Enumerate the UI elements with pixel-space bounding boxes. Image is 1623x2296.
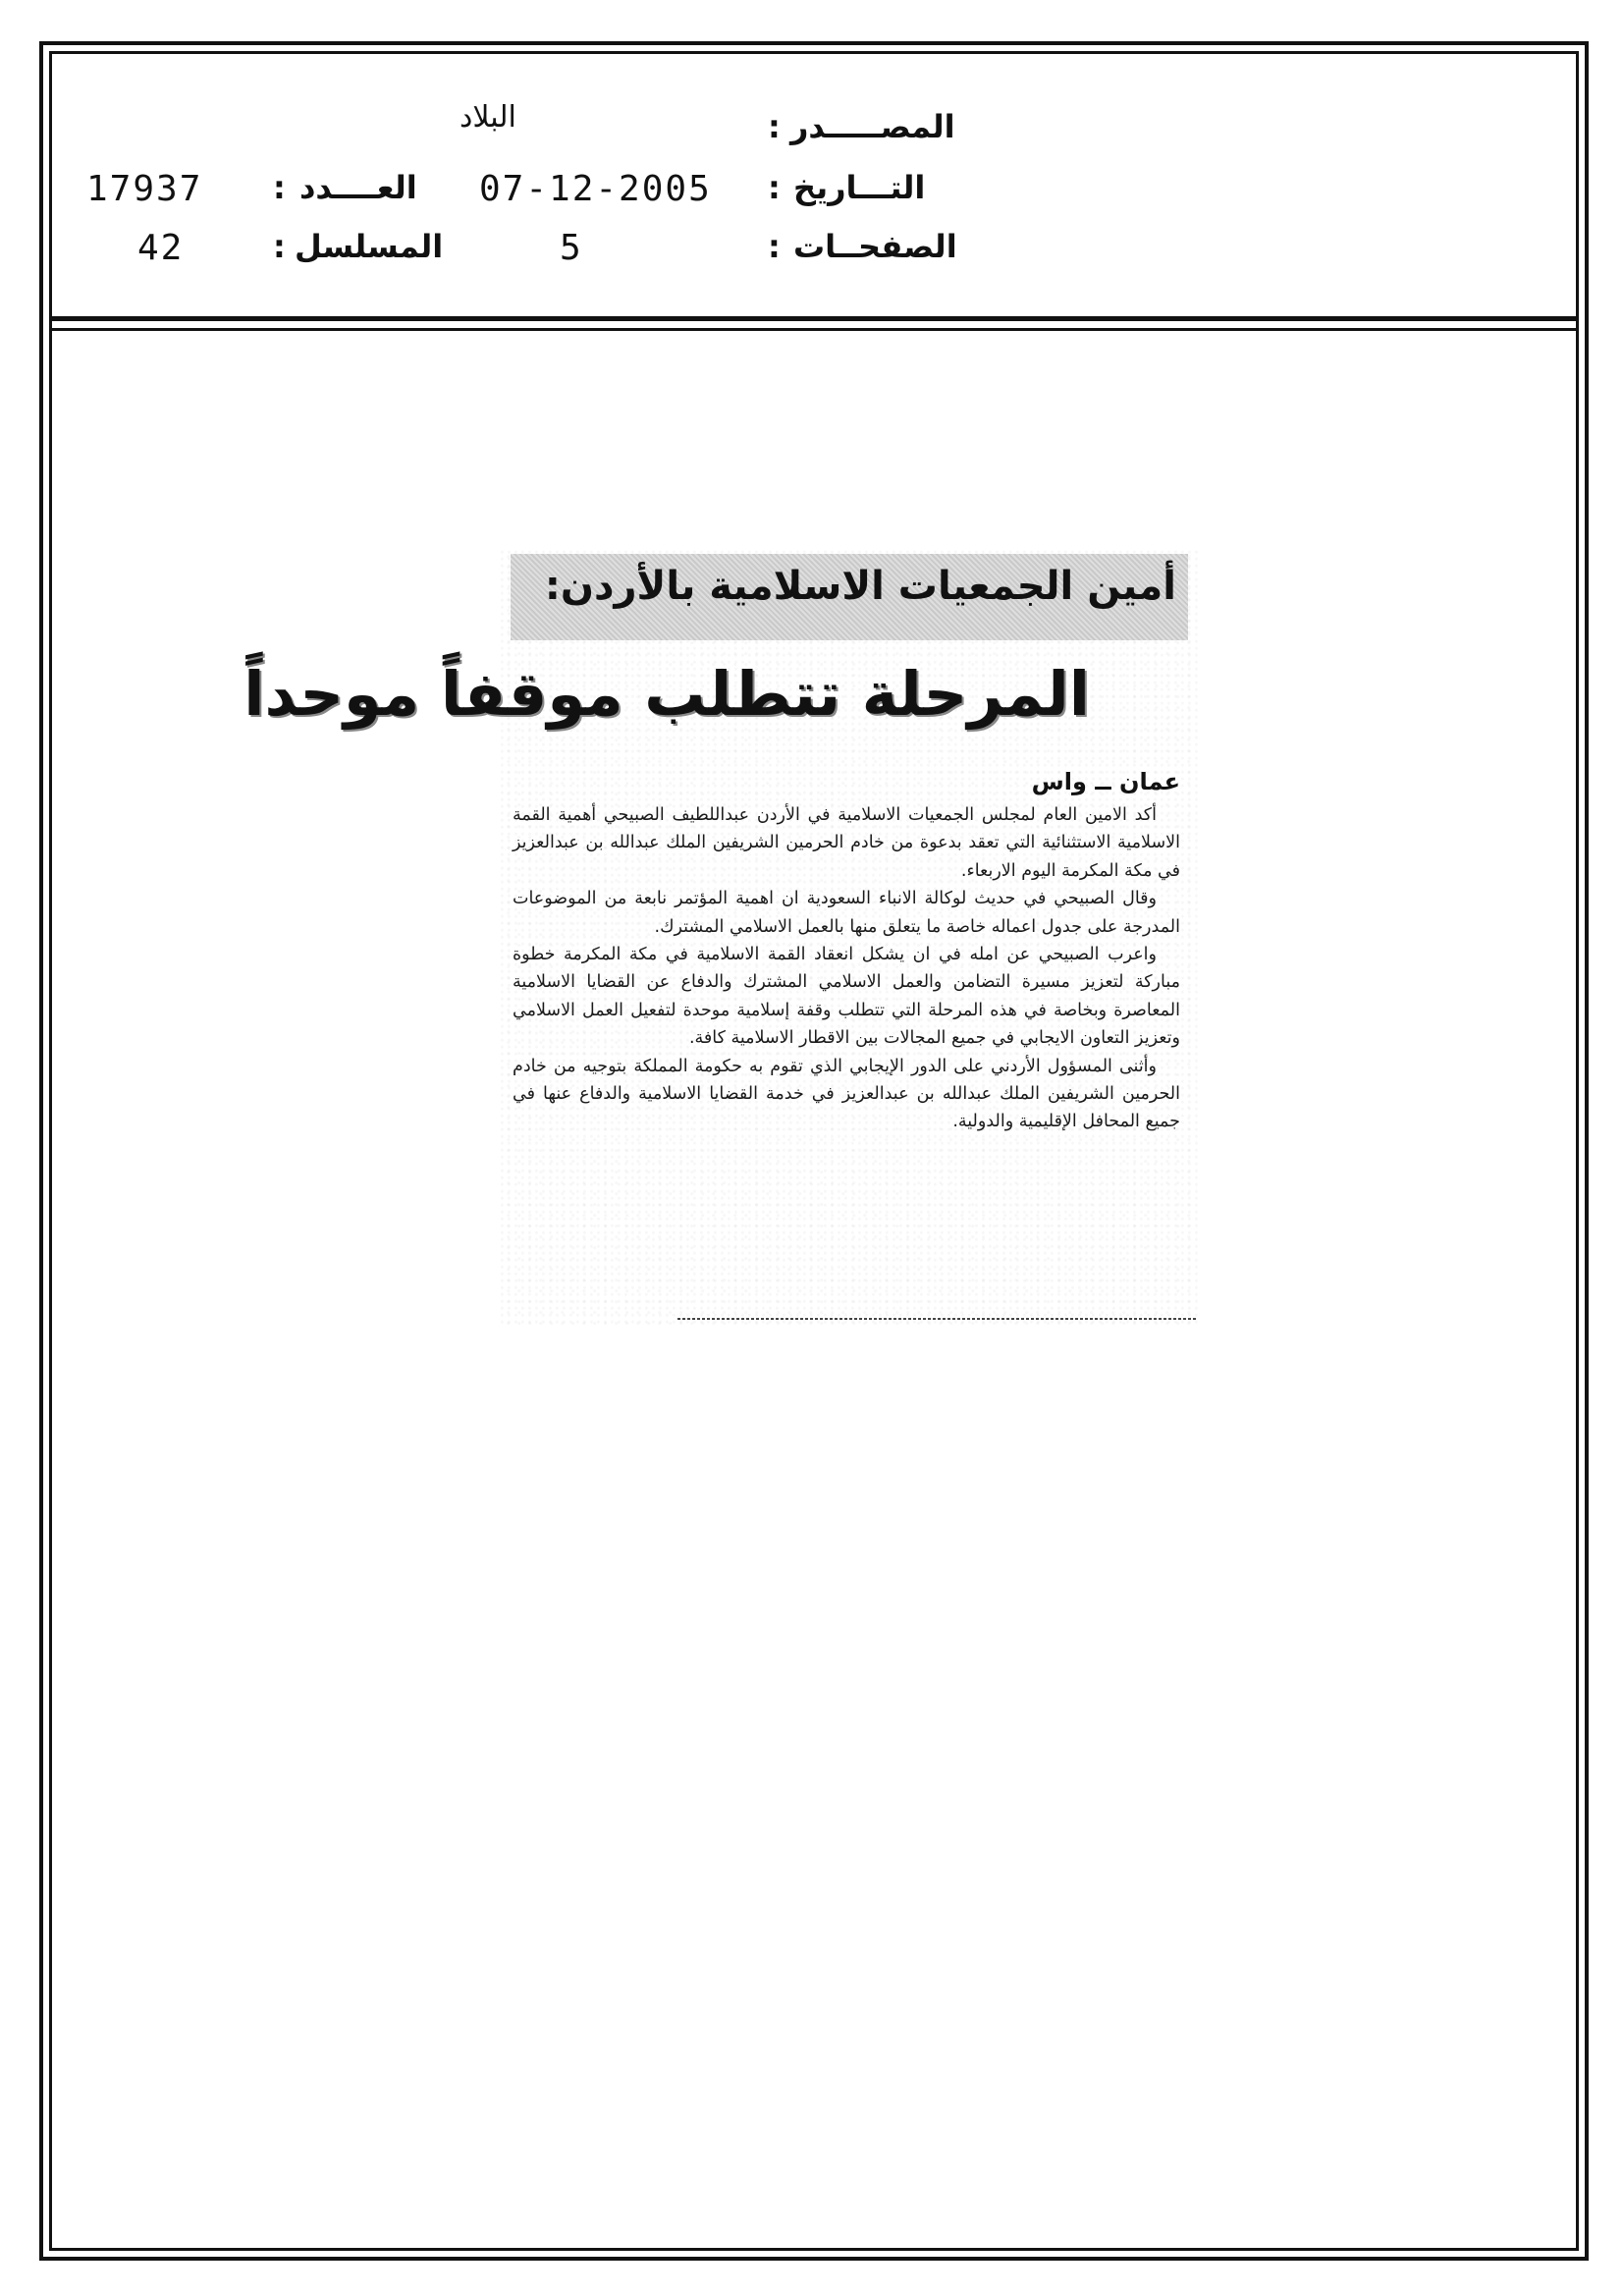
source-label: المصـــــدر bbox=[790, 108, 955, 145]
serial-label: المسلسل bbox=[295, 228, 444, 265]
body-paragraph: وأثنى المسؤول الأردني على الدور الإيجابي الذي تقوم به حكومة المملكة بتوجيه من خادم الحرمين الشريفين الملك عبدالله بن عبدالعزيز في خدمة القضايا الاسلامية والدفاع عنها في جميع المحافل الإقليمية والدولية. bbox=[513, 1056, 1180, 1132]
issue-label: العــــدد bbox=[299, 169, 417, 206]
header-divider-secondary bbox=[49, 328, 1579, 331]
serial-colon: : bbox=[273, 228, 286, 265]
source-colon: : bbox=[768, 108, 781, 145]
date-value: 07-12-2005 bbox=[479, 169, 712, 209]
issue-value: 17937 bbox=[86, 169, 203, 209]
body-paragraph: واعرب الصبيحي عن امله في ان يشكل انعقاد القمة الاسلامية في مكة المكرمة خطوة مباركة لتعزيز مسيرة التضامن والعمل الاسلامي المشترك والدفاع عن القضايا الاسلامية المعاصرة وبخاصة في هذه المرحلة التي تتطلب وقفة إسلامية موحدة لتفعيل العمل الاسلامي وتعزيز التعاون الايجابي في جميع المجالات بين الاقطار الاسلامية كافة. bbox=[513, 945, 1180, 1049]
pages-colon: : bbox=[768, 228, 781, 265]
clipping-dateline: عمان ــ واس bbox=[1031, 768, 1180, 795]
clipping-body bbox=[513, 801, 1180, 1136]
clipping-headline: المرحلة تتطلب موقفاً موحداً bbox=[243, 658, 1090, 730]
clipping-kicker: أمين الجمعيات الاسلامية بالأردن: bbox=[544, 564, 1176, 609]
newspaper-clipping bbox=[243, 550, 1198, 1326]
source-value: البلاد bbox=[460, 100, 516, 135]
issue-colon: : bbox=[273, 169, 286, 206]
pages-value: 5 bbox=[560, 228, 583, 268]
body-paragraph: أكد الامين العام لمجلس الجمعيات الاسلامية في الأردن عبداللطيف الصبيحي أهمية القمة الاسلامية الاستثنائية التي تعقد بدعوة من خادم الحرمين الشريفين الملك عبدالله بن عبدالعزيز في مكة المكرمة اليوم الاربعاء. bbox=[513, 805, 1180, 881]
pages-label: الصفحــات bbox=[793, 228, 957, 265]
date-colon: : bbox=[768, 169, 781, 206]
date-label: التـــاريخ bbox=[793, 169, 926, 206]
clipping-bottom-rule bbox=[677, 1318, 1198, 1320]
serial-value: 42 bbox=[137, 228, 185, 268]
body-paragraph: وقال الصبيحي في حديث لوكالة الانباء السعودية ان اهمية المؤتمر نابعة من الموضوعات المدرجة على جدول اعماله خاصة ما يتعلق منها بالعمل الاسلامي المشترك. bbox=[513, 889, 1180, 937]
header-divider bbox=[49, 316, 1579, 321]
